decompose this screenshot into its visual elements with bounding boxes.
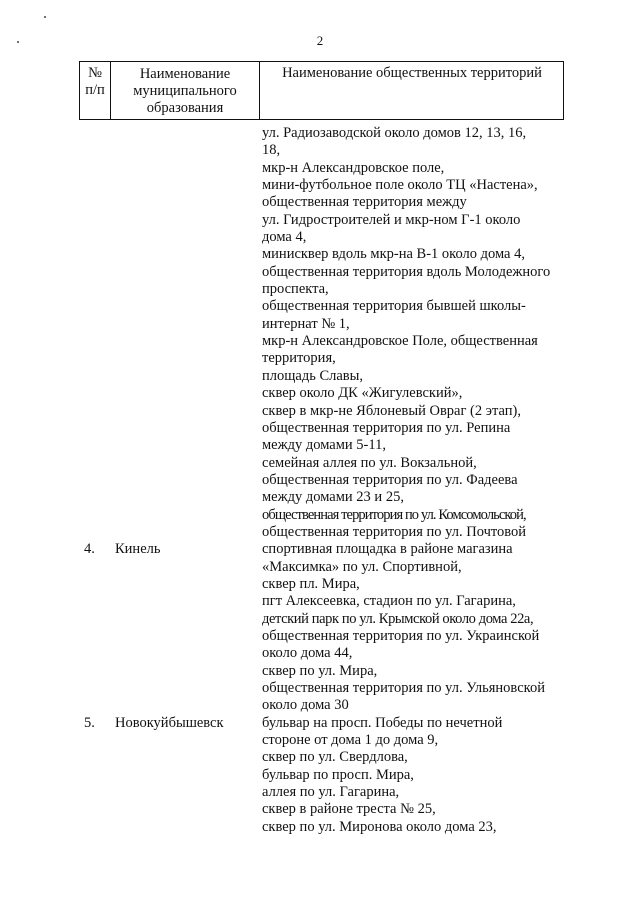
table-row xyxy=(0,715,640,732)
header-num-line1: № xyxy=(88,65,102,81)
table-header xyxy=(79,61,564,120)
row-territory: площадь Славы, xyxy=(262,367,364,384)
row-territory: интернат № 1, xyxy=(262,315,350,332)
row-municipality: Новокуйбышевск xyxy=(115,714,224,731)
table-row xyxy=(0,437,640,454)
scan-mark xyxy=(44,16,46,18)
table-row xyxy=(0,576,640,593)
row-territory: 18, xyxy=(262,142,281,159)
row-territory: «Максимка» по ул. Спортивной, xyxy=(262,558,462,575)
row-territory: ул. Радиозаводской около домов 12, 13, 16, xyxy=(262,125,527,141)
row-territory: пгт Алексеевка, стадион по ул. Гагарина, xyxy=(262,593,516,610)
table-row xyxy=(0,177,640,194)
table-row xyxy=(0,194,640,211)
row-territory: общественная территория по ул. Репина xyxy=(262,419,511,436)
table-row xyxy=(0,212,640,229)
row-territory: около дома 30 xyxy=(262,697,349,714)
table-row xyxy=(0,767,640,784)
row-territory: общественная территория по ул. Ульяновской xyxy=(262,680,545,696)
row-territory: сквер по ул. Миронова около дома 23, xyxy=(262,818,497,835)
table-row xyxy=(0,455,640,472)
table-row xyxy=(0,819,640,836)
table-row xyxy=(0,298,640,315)
table-row xyxy=(0,611,640,628)
header-municipality-line2: муниципального xyxy=(133,83,237,99)
table-row xyxy=(0,784,640,801)
page-number: 2 xyxy=(316,33,324,48)
row-territory: сквер около ДК «Жигулевский», xyxy=(262,385,463,402)
row-territory: общественная территория по ул. Комсомольской, xyxy=(262,506,526,523)
table-row xyxy=(0,316,640,333)
table-row xyxy=(0,125,640,142)
table-row xyxy=(0,368,640,385)
row-territory: детский парк по ул. Крымской около дома 22а, xyxy=(262,610,534,627)
row-territory: сквер по ул. Свердлова, xyxy=(262,749,408,766)
table-row xyxy=(0,403,640,420)
row-territory: общественная территория между xyxy=(262,194,467,211)
table-row xyxy=(0,264,640,281)
row-territory: семейная аллея по ул. Вокзальной, xyxy=(262,454,477,471)
row-territory: сквер в районе треста № 25, xyxy=(262,801,436,818)
table-row xyxy=(0,489,640,506)
table-row xyxy=(0,628,640,645)
row-territory: общественная территория вдоль Молодежного xyxy=(262,263,551,280)
row-territory: мини-футбольное поле около ТЦ «Настена», xyxy=(262,177,538,194)
row-territory: мкр-н Александровское Поле, общественная xyxy=(262,333,538,350)
row-territory: общественная территория по ул. Почтовой xyxy=(262,523,527,540)
table-row xyxy=(0,142,640,159)
table-row xyxy=(0,350,640,367)
row-territory: сквер в мкр-не Яблоневый Овраг (2 этап), xyxy=(262,402,521,419)
header-num-line2: п/п xyxy=(85,82,105,98)
header-num-column xyxy=(80,65,110,122)
row-territory: между домами 23 и 25, xyxy=(262,489,404,506)
table-row xyxy=(0,749,640,766)
table-row xyxy=(0,385,640,402)
row-territory: стороне от дома 1 до дома 9, xyxy=(262,732,439,749)
header-territories-column: Наименование общественных территорий xyxy=(282,65,542,81)
table-row xyxy=(0,732,640,749)
header-municipality-column xyxy=(111,66,259,123)
table-row xyxy=(0,663,640,680)
table-row xyxy=(0,472,640,489)
table-row xyxy=(0,246,640,263)
row-territory: аллея по ул. Гагарина, xyxy=(262,784,400,801)
row-territory: общественная территория по ул. Украинской xyxy=(262,627,540,644)
header-municipality-line3: образования xyxy=(146,100,224,116)
row-territory: спортивная площадка в районе магазина xyxy=(262,541,513,558)
table-row xyxy=(0,229,640,246)
row-territory: сквер пл. Мира, xyxy=(262,575,360,592)
table-row xyxy=(0,281,640,298)
row-territory: проспекта, xyxy=(262,281,329,298)
row-territory: минисквер вдоль мкр-на В-1 около дома 4, xyxy=(262,246,525,263)
row-territory: сквер по ул. Мира, xyxy=(262,662,378,679)
table-row xyxy=(0,559,640,576)
row-territory: около дома 44, xyxy=(262,645,353,662)
table-row xyxy=(0,420,640,437)
row-territory: общественная территория по ул. Фадеева xyxy=(262,471,518,488)
row-territory: бульвар на просп. Победы по нечетной xyxy=(262,714,503,731)
header-municipality-line1: Наименование xyxy=(139,66,231,82)
row-territory: мкр-н Александровское поле, xyxy=(262,159,445,176)
table-row xyxy=(0,593,640,610)
table-row xyxy=(0,541,640,558)
row-territory: бульвар по просп. Мира, xyxy=(262,766,414,783)
row-territory: между домами 5-11, xyxy=(262,437,386,454)
table-row xyxy=(0,333,640,350)
table-row xyxy=(0,697,640,714)
table-row xyxy=(0,524,640,541)
table-row xyxy=(0,645,640,662)
row-number: 5. xyxy=(84,714,95,731)
table-row xyxy=(0,801,640,818)
table-row xyxy=(0,507,640,524)
table-row xyxy=(0,680,640,697)
table-body xyxy=(0,125,640,836)
row-territory: ул. Гидростроителей и мкр-ном Г-1 около xyxy=(262,211,521,228)
table-row xyxy=(0,160,640,177)
row-territory: общественная территория бывшей школы- xyxy=(262,298,526,315)
row-territory: дома 4, xyxy=(262,229,307,246)
row-number: 4. xyxy=(84,541,95,558)
row-municipality: Кинель xyxy=(115,541,161,558)
row-territory: территория, xyxy=(262,350,336,367)
